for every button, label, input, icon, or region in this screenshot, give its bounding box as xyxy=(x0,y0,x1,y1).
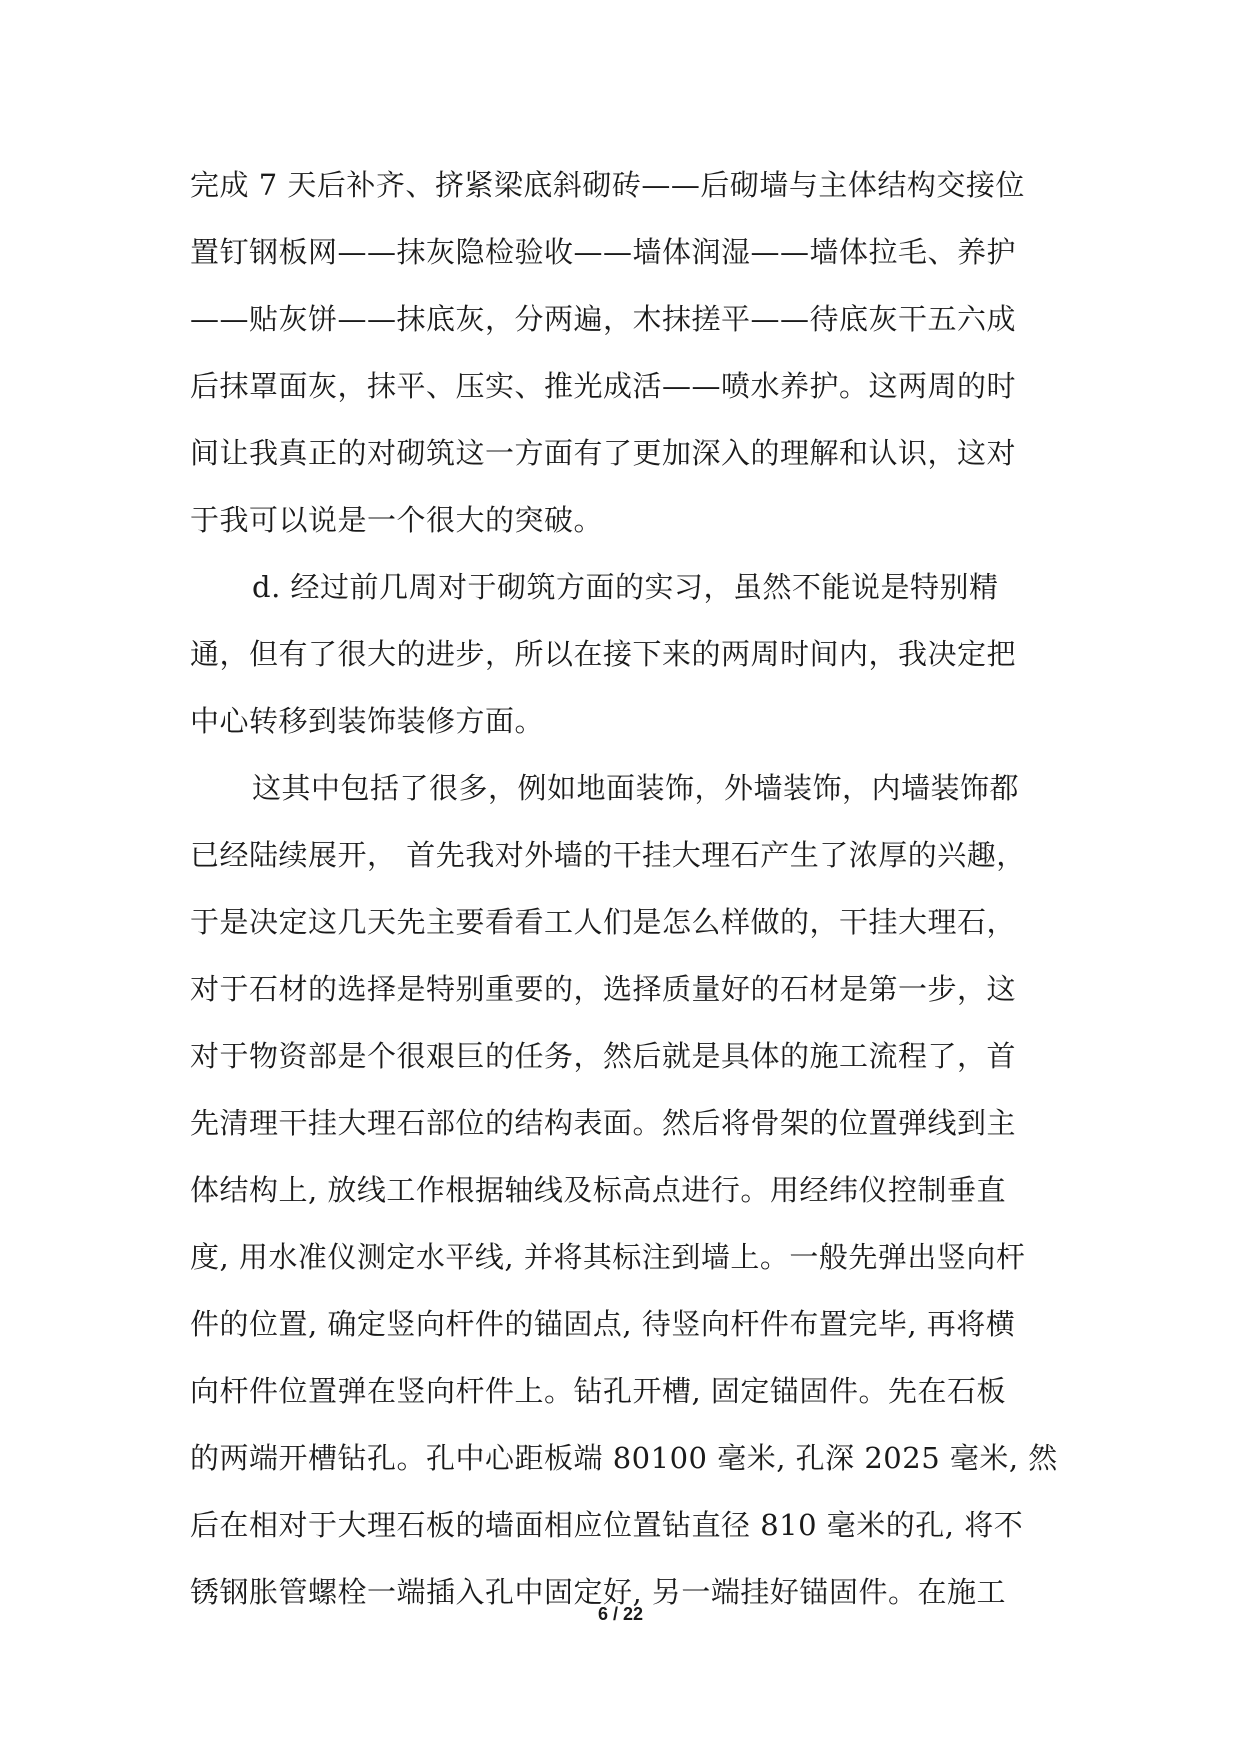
text-line: 后抹罩面灰，抹平、压实、推光成活——喷水养护。这两周的时 xyxy=(190,369,1017,403)
text-line: 中心转移到装饰装修方面。 xyxy=(190,704,545,738)
text-line: d. 经过前几周对于砌筑方面的实习，虽然不能说是特别精 xyxy=(252,570,999,604)
text-line: 完成 7 天后补齐、挤紧梁底斜砌砖——后砌墙与主体结构交接位 xyxy=(190,168,1025,202)
text-line: 度, 用水准仪测定水平线, 并将其标注到墙上。一般先弹出竖向杆 xyxy=(190,1240,1026,1274)
text-line: 锈钢胀管螺栓一端插入孔中固定好, 另一端挂好锚固件。在施工 xyxy=(190,1575,1006,1609)
text-line: 置钉钢板网——抹灰隐检验收——墙体润湿——墙体拉毛、养护 xyxy=(190,235,1017,269)
text-line: 后在相对于大理石板的墙面相应位置钻直径 810 毫米的孔, 将不 xyxy=(190,1508,1024,1542)
text-line: 向杆件位置弹在竖向杆件上。钻孔开槽, 固定锚固件。先在石板 xyxy=(190,1374,1006,1408)
body-text xyxy=(190,152,1060,1626)
text-line: 于我可以说是一个很大的突破。 xyxy=(190,503,604,537)
text-line: ——贴灰饼——抹底灰，分两遍，木抹搓平——待底灰干五六成 xyxy=(190,302,1017,336)
text-line: 先清理干挂大理石部位的结构表面。然后将骨架的位置弹线到主 xyxy=(190,1106,1017,1140)
text-line: 间让我真正的对砌筑这一方面有了更加深入的理解和认识，这对 xyxy=(190,436,1017,470)
page-number: 6 / 22 xyxy=(597,1604,644,1624)
text-line: 的两端开槽钻孔。孔中心距板端 80100 毫米, 孔深 2025 毫米, 然 xyxy=(190,1441,1058,1475)
text-line: 对于石材的选择是特别重要的，选择质量好的石材是第一步，这 xyxy=(190,972,1017,1006)
text-line: 对于物资部是个很艰巨的任务，然后就是具体的施工流程了，首 xyxy=(190,1039,1017,1073)
text-line: 已经陆续展开， 首先我对外墙的干挂大理石产生了浓厚的兴趣， xyxy=(190,838,1026,872)
text-line: 体结构上, 放线工作根据轴线及标高点进行。用经纬仪控制垂直 xyxy=(190,1173,1006,1207)
text-line: 件的位置, 确定竖向杆件的锚固点, 待竖向杆件布置完毕, 再将横 xyxy=(190,1307,1016,1341)
text-line: 这其中包括了很多，例如地面装饰，外墙装饰，内墙装饰都 xyxy=(252,771,1020,805)
text-line: 于是决定这几天先主要看看工人们是怎么样做的，干挂大理石， xyxy=(190,905,1017,939)
text-line: 通，但有了很大的进步，所以在接下来的两周时间内，我决定把 xyxy=(190,637,1017,671)
